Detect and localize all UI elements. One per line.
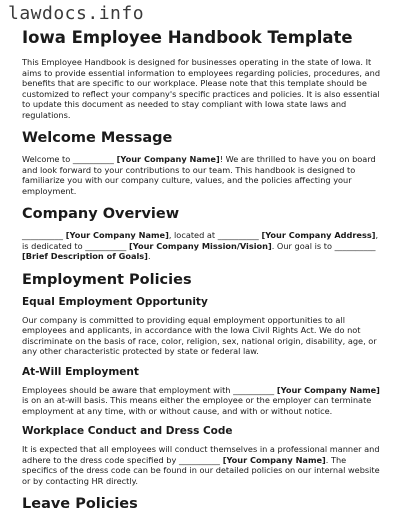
conduct-paragraph bbox=[22, 444, 384, 486]
blank-line: __________ bbox=[85, 240, 127, 251]
welcome-text-2: ! We are thrilled to have you on board and look forward to your contributions to our team. This handbook is designed to familiarize you with our company culture, values, and the policies affecting your employment. bbox=[22, 154, 376, 196]
watermark: lawdocs.info bbox=[8, 3, 145, 24]
overview-text-3: . Our goal is to bbox=[271, 240, 335, 251]
company-name-field: [Your Company Name] bbox=[274, 384, 380, 395]
welcome-text-1: Welcome to bbox=[22, 154, 73, 164]
conduct-text-1: It is expected that all employees will conduct themselves in a professional manner and adhere to the dress code specified by bbox=[22, 444, 380, 465]
welcome-heading: Welcome Message bbox=[22, 130, 173, 146]
company-name-field: [Your Company Name] bbox=[62, 230, 169, 240]
conduct-text-2: . The specifics of the dress code can be found in our detailed policies on our internal website or by contacting HR directly. bbox=[22, 454, 380, 486]
document-body bbox=[22, 28, 384, 520]
employment-policies-heading: Employment Policies bbox=[22, 271, 192, 288]
eeo-heading: Equal Employment Opportunity bbox=[22, 295, 208, 308]
document-title: Iowa Employee Handbook Template bbox=[22, 28, 353, 47]
at-will-text-1: Employees should be aware that employment with bbox=[22, 384, 234, 395]
overview-text-4: . bbox=[147, 251, 151, 261]
blank-line: __________ bbox=[178, 454, 220, 465]
goals-field: [Brief Description of Goals] bbox=[22, 251, 148, 261]
at-will-paragraph bbox=[22, 385, 384, 417]
company-address-field: [Your Company Address] bbox=[258, 230, 376, 240]
intro-paragraph: This Employee Handbook is designed for businesses operating in the state of Iowa. It aims to provide essential information to employees regarding policies, procedures, and benefits that are specific to our workplace. Please note that this template should be customized to reflect your company's specific practices and policies. It is also essential to update this document as needed to stay compliant with Iowa state laws and regulations. bbox=[22, 57, 381, 120]
overview-paragraph bbox=[22, 230, 384, 262]
overview-text-2: , is dedicated to bbox=[22, 230, 379, 251]
welcome-paragraph bbox=[22, 154, 384, 196]
overview-text-1: , located at bbox=[168, 230, 218, 240]
blank-line: __________ bbox=[217, 230, 259, 240]
company-mission-field: [Your Company Mission/Vision] bbox=[126, 240, 272, 251]
company-name-field: [Your Company Name] bbox=[219, 454, 326, 465]
at-will-text-2: is on an at-will basis. This means either the employee or the employer can terminate employment at any time, with or without cause, and with or without notice. bbox=[22, 395, 372, 416]
blank-line: __________ bbox=[72, 154, 114, 164]
conduct-heading: Workplace Conduct and Dress Code bbox=[22, 425, 233, 437]
blank-line: __________ bbox=[233, 384, 275, 395]
at-will-heading: At-Will Employment bbox=[22, 365, 139, 378]
blank-line: __________ bbox=[334, 240, 376, 251]
leave-policies-heading: Leave Policies bbox=[22, 496, 138, 512]
overview-heading: Company Overview bbox=[22, 206, 180, 222]
blank-line: __________ bbox=[22, 230, 63, 240]
company-name-field: [Your Company Name] bbox=[113, 154, 220, 164]
eeo-paragraph: Our company is committed to providing equal employment opportunities to all employees and applicants, in accordance with the Iowa Civil Rights Act. We do not discriminate on the basis of race, color, religion, sex, national origin, disability, age, or any other characteristic protected by state or federal law. bbox=[22, 314, 377, 356]
